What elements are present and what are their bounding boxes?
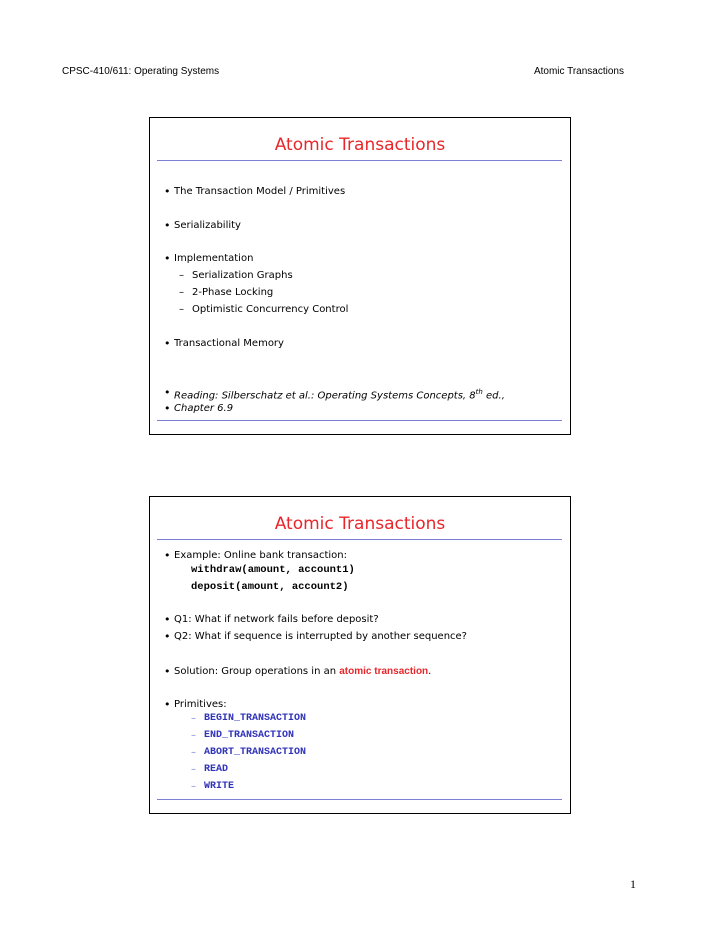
bullet-transaction-model: • The Transaction Model / Primitives xyxy=(174,185,345,198)
sub-serialization-graphs: – Serialization Graphs xyxy=(192,269,293,282)
bottom-rule xyxy=(157,420,562,421)
bullet-q2: • Q2: What if sequence is interrupted by another sequence? xyxy=(174,630,467,643)
code-deposit: deposit(amount, account2) xyxy=(191,581,349,593)
bullet-solution xyxy=(174,665,431,678)
primitive-label: BEGIN_TRANSACTION xyxy=(204,713,307,724)
bullet-implementation: • Implementation xyxy=(174,252,253,265)
primitive-label: READ xyxy=(204,764,229,775)
reading-chapter: Chapter 6.9 xyxy=(174,403,234,414)
slide-2 xyxy=(149,496,571,814)
primitive-item: – WRITE xyxy=(191,781,235,792)
header-section-title: Atomic Transactions xyxy=(533,66,624,77)
bottom-rule xyxy=(157,799,562,800)
bullet-reading xyxy=(174,386,505,402)
bullet-q1: • Q1: What if network fails before deposit? xyxy=(174,613,379,626)
primitive-label: ABORT_TRANSACTION xyxy=(204,747,307,758)
bullet-transactional-memory: • Transactional Memory xyxy=(174,337,284,350)
slide-1-title: Atomic Transactions xyxy=(274,135,446,155)
solution-text: Solution: Group operations in an xyxy=(174,666,340,677)
code-withdraw: withdraw(amount, account1) xyxy=(191,564,355,576)
reading-suffix: ed., xyxy=(482,390,505,402)
primitive-item: – BEGIN_TRANSACTION xyxy=(191,713,307,724)
reading-text: Reading: Silberschatz et al.: Operating Systems Concepts, 8 xyxy=(174,390,476,402)
page-number: 1 xyxy=(630,877,636,891)
primitive-item: – END_TRANSACTION xyxy=(191,730,295,741)
reading-line2 xyxy=(174,402,233,415)
title-rule xyxy=(157,160,562,161)
slide-2-title: Atomic Transactions xyxy=(274,514,446,534)
slide-1 xyxy=(149,117,571,435)
primitive-item: – ABORT_TRANSACTION xyxy=(191,747,307,758)
bullet-serializability: • Serializability xyxy=(174,219,241,232)
header-course-title: CPSC-410/611: Operating Systems xyxy=(62,66,220,77)
sub-optimistic-concurrency: – Optimistic Concurrency Control xyxy=(192,303,348,316)
bullet-example: • Example: Online bank transaction: xyxy=(174,549,347,562)
solution-emphasis: atomic transaction xyxy=(339,666,429,677)
primitive-item: – READ xyxy=(191,764,229,775)
solution-suffix: . xyxy=(428,666,432,677)
primitive-label: END_TRANSACTION xyxy=(204,730,295,741)
reading-sup: th xyxy=(475,388,483,396)
sub-2-phase-locking: – 2-Phase Locking xyxy=(192,286,273,299)
primitive-label: WRITE xyxy=(204,781,235,792)
bullet-primitives: • Primitives: xyxy=(174,698,227,711)
title-rule xyxy=(157,539,562,540)
